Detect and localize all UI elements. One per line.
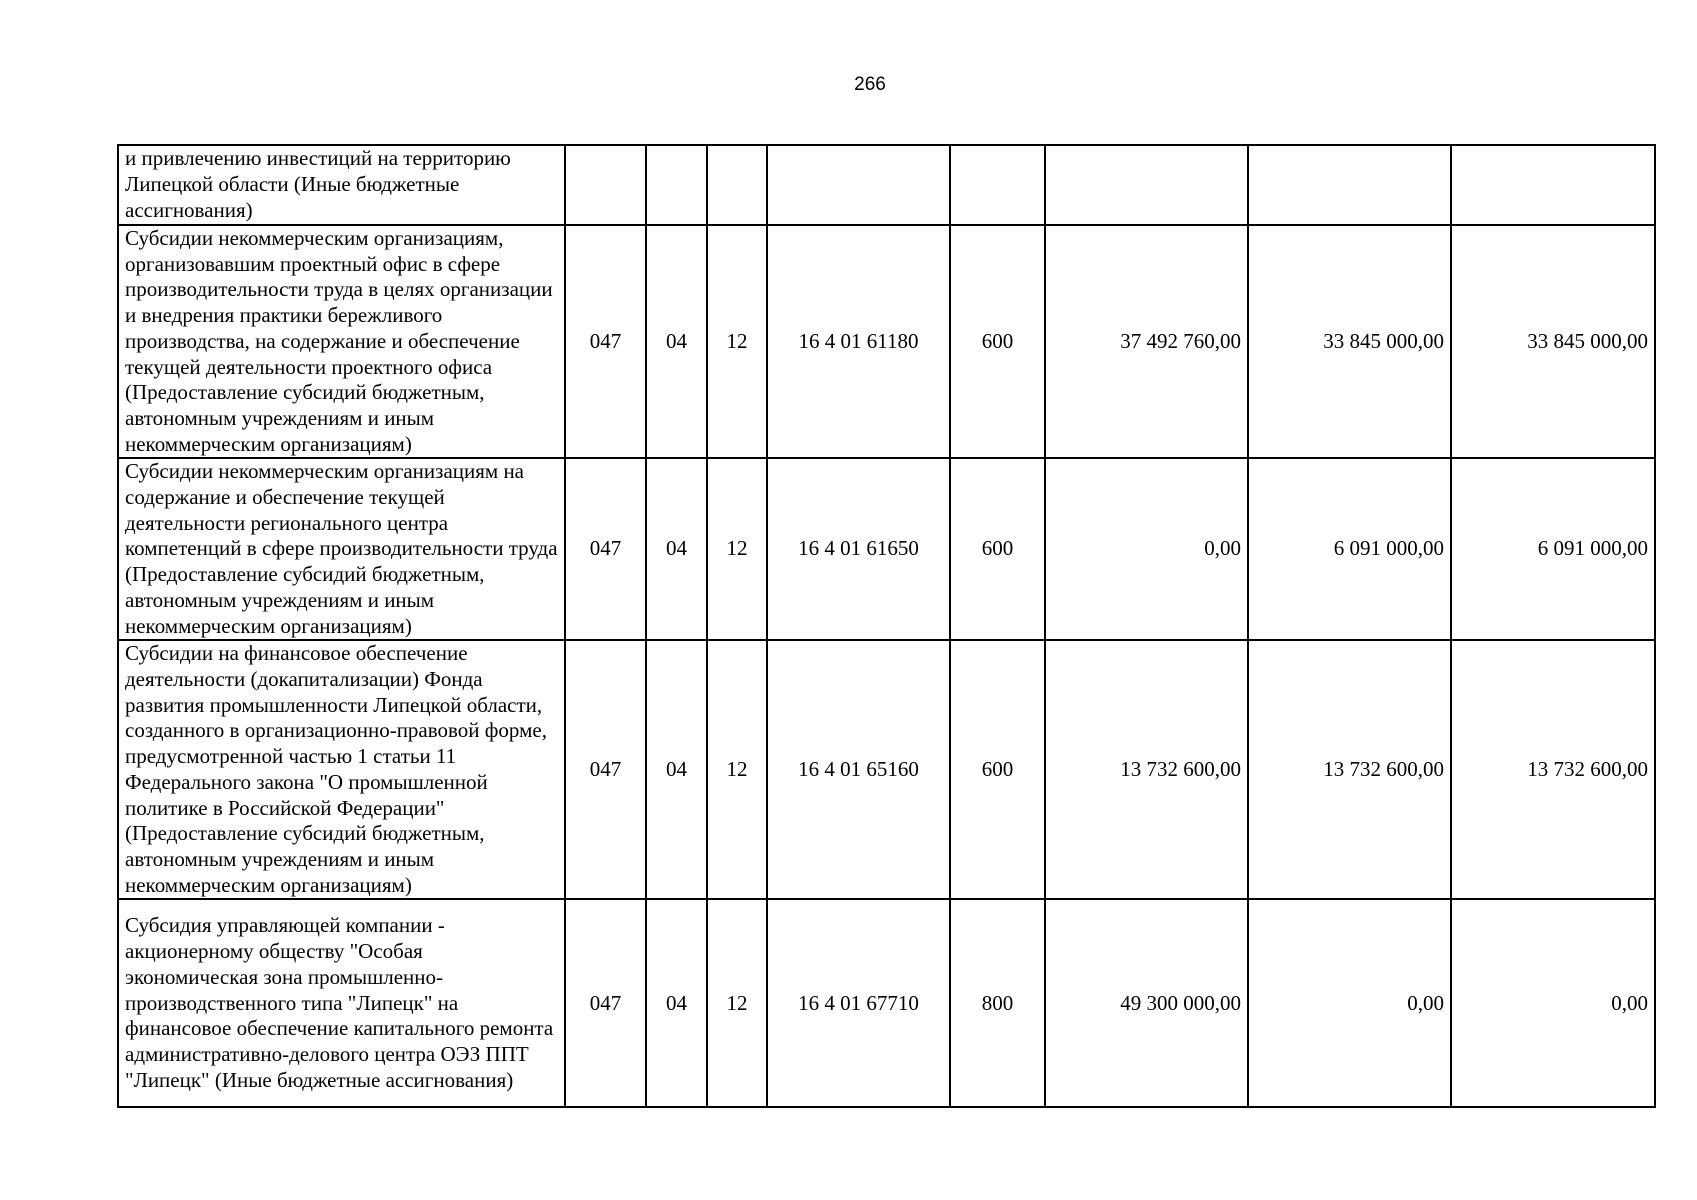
subsection-code: 12 (707, 640, 767, 899)
ministry-code: 047 (565, 458, 646, 640)
amount-3 (1451, 145, 1655, 225)
target-article-code: 16 4 01 67710 (767, 899, 950, 1107)
row-description: Субсидия управляющей компании - акционерному обществу "Особая экономическая зона промышленно-производственного типа "Липецк" на финансовое обеспечение капитального ремонта административно-делового центра ОЭЗ ППТ "Липецк" (Иные бюджетные ассигнования) (118, 899, 565, 1107)
row-description: и привлечению инвестиций на территорию Липецкой области (Иные бюджетные ассигнования) (118, 145, 565, 225)
page-number: 266 (854, 74, 886, 95)
amount-2: 6 091 000,00 (1248, 458, 1451, 640)
ministry-code: 047 (565, 899, 646, 1107)
amount-2: 13 732 600,00 (1248, 640, 1451, 899)
amount-1: 37 492 760,00 (1045, 225, 1248, 458)
table-row (118, 225, 1655, 458)
amount-1 (1045, 145, 1248, 225)
target-article-code: 16 4 01 61180 (767, 225, 950, 458)
expense-type-code: 800 (950, 899, 1045, 1107)
section-code: 04 (646, 899, 707, 1107)
amount-2 (1248, 145, 1451, 225)
ministry-code (565, 145, 646, 225)
expense-type-code: 600 (950, 640, 1045, 899)
amount-1: 49 300 000,00 (1045, 899, 1248, 1107)
target-article-code: 16 4 01 61650 (767, 458, 950, 640)
target-article-code: 16 4 01 65160 (767, 640, 950, 899)
amount-3: 33 845 000,00 (1451, 225, 1655, 458)
amount-3: 13 732 600,00 (1451, 640, 1655, 899)
subsection-code: 12 (707, 225, 767, 458)
section-code: 04 (646, 458, 707, 640)
row-description: Субсидии некоммерческим организациям, организовавшим проектный офис в сфере производительности труда в целях организации и внедрения практики бережливого производства, на содержание и обеспечение текущей деятельности проектного офиса (Предоставление субсидий бюджетным, автономным учреждениям и иным некоммерческим организациям) (118, 225, 565, 458)
row-description: Субсидии некоммерческим организациям на содержание и обеспечение текущей деятельности регионального центра компетенций в сфере производительности труда (Предоставление субсидий бюджетным, автономным учреждениям и иным некоммерческим организациям) (118, 458, 565, 640)
target-article-code (767, 145, 950, 225)
section-code: 04 (646, 640, 707, 899)
amount-1: 13 732 600,00 (1045, 640, 1248, 899)
table-row (118, 899, 1655, 1107)
ministry-code: 047 (565, 225, 646, 458)
table-row (118, 640, 1655, 899)
table-row (118, 458, 1655, 640)
row-description: Субсидии на финансовое обеспечение деятельности (докапитализации) Фонда развития промышленности Липецкой области, созданного в организационно-правовой форме, предусмотренной частью 1 статьи 11 Федерального закона "О промышленной политике в Российской Федерации" (Предоставление субсидий бюджетным, автономным учреждениям и иным некоммерческим организациям) (118, 640, 565, 899)
expense-type-code: 600 (950, 458, 1045, 640)
amount-2: 33 845 000,00 (1248, 225, 1451, 458)
expense-type-code: 600 (950, 225, 1045, 458)
amount-2: 0,00 (1248, 899, 1451, 1107)
subsection-code: 12 (707, 899, 767, 1107)
table-row (118, 145, 1655, 225)
amount-3: 6 091 000,00 (1451, 458, 1655, 640)
expense-type-code (950, 145, 1045, 225)
amount-3: 0,00 (1451, 899, 1655, 1107)
section-code (646, 145, 707, 225)
subsection-code (707, 145, 767, 225)
ministry-code: 047 (565, 640, 646, 899)
subsection-code: 12 (707, 458, 767, 640)
section-code: 04 (646, 225, 707, 458)
budget-table (117, 144, 1656, 1108)
amount-1: 0,00 (1045, 458, 1248, 640)
